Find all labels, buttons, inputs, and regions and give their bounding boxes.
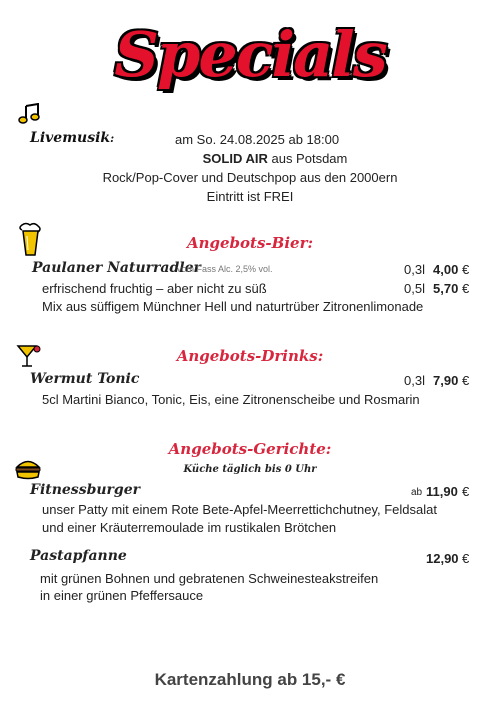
beer-size-1: 0,3l [404, 262, 425, 277]
beer-detail: vom Fass Alc. 2,5% vol. [177, 264, 273, 274]
beer-desc-1: erfrischend fruchtig – aber nicht zu süß [42, 281, 267, 296]
beer-currency-2: € [462, 281, 470, 296]
payment-note: Kartenzahlung ab 15,- € [154, 670, 346, 689]
drink-price: 7,90 [433, 373, 459, 388]
drink-name: Wermut Tonic [30, 371, 140, 387]
page-title: Specials [114, 18, 386, 91]
beer-size-2: 0,5l [404, 281, 425, 296]
drink-size: 0,3l [404, 373, 425, 388]
beer-currency-1: € [462, 262, 470, 277]
music-note-icon [18, 103, 42, 125]
beer-desc-2: Mix aus süffigem Münchner Hell und naturtrüber Zitronenlimonade [42, 299, 424, 314]
live-band: SOLID AIR aus Potsdam [202, 151, 348, 166]
food-item-1-ab: ab [411, 487, 423, 498]
beer-price-1: 4,00 [433, 262, 459, 277]
food-item-1-desc-2: und einer Kräuterremoulade im rustikalen Brötchen [42, 520, 337, 535]
live-label: Livemusik: [30, 130, 115, 146]
beer-name: Paulaner Naturradler [32, 260, 201, 276]
live-genre: Rock/Pop-Cover und Deutschpop aus den 2000ern [102, 170, 398, 185]
food-item-2-desc-2: in einer grünen Pfeffersauce [40, 588, 204, 603]
food-item-2-name: Pastapfanne [30, 548, 127, 564]
beer-price-2: 5,70 [433, 281, 459, 296]
drinks-heading: Angebots-Drinks: [176, 347, 324, 365]
food-subheading: Küche täglich bis 0 Uhr [183, 464, 317, 475]
beer-heading: Angebots-Bier: [186, 234, 314, 252]
drink-desc: 5cl Martini Bianco, Tonic, Eis, eine Zitronenscheibe und Rosmarin [42, 392, 420, 407]
food-item-2-currency: € [462, 551, 470, 566]
food-item-1-currency: € [462, 484, 470, 499]
live-date: am So. 24.08.2025 ab 18:00 [175, 132, 340, 147]
live-entry: Eintritt ist FREI [206, 189, 294, 204]
food-item-1-name: Fitnessburger [30, 482, 140, 498]
drink-currency: € [462, 373, 470, 388]
food-item-2-price: 12,90 [426, 551, 459, 566]
food-item-1-desc-1: unser Patty mit einem Rote Bete-Apfel-Meerrettichchutney, Feldsalat [42, 502, 437, 517]
food-heading: Angebots-Gerichte: [168, 440, 332, 458]
food-item-1-price: 11,90 [426, 484, 458, 499]
food-item-2-desc-1: mit grünen Bohnen und gebratenen Schweinesteakstreifen [40, 571, 379, 586]
